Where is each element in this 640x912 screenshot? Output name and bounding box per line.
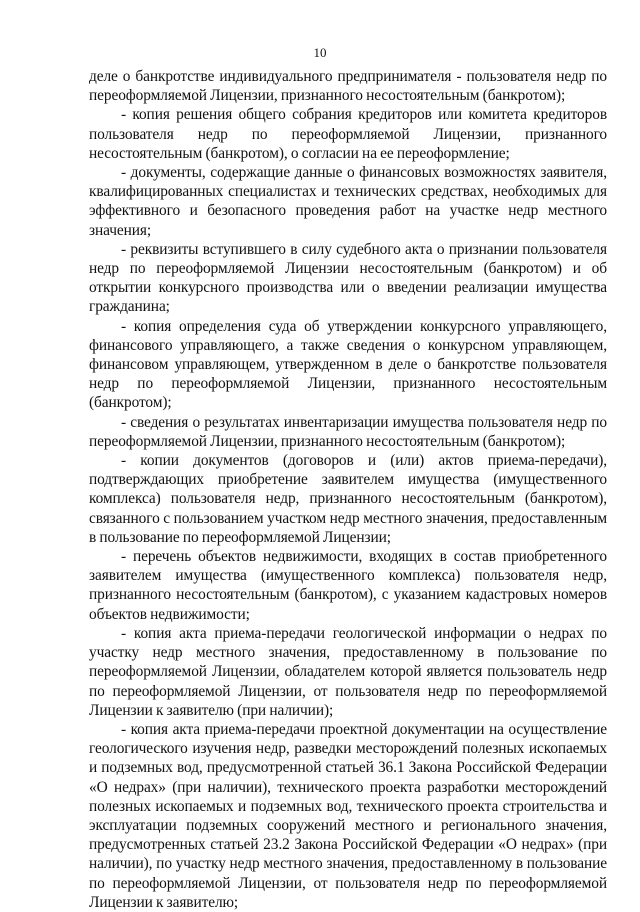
paragraph-creditors-decision: - копия решения общего собрания кредиторов или комитета кредиторов пользователя недр по переоформляемой Лицензии, признанного несостоятельным (банкротом), о согласии на ее переоформление; xyxy=(89,106,607,162)
page-number: 10 xyxy=(313,45,327,60)
paragraph-court-act-details: - реквизиты вступившего в силу судебного акта о признании пользователя недр по переоформляемой Лицензии несостоятельным (банкротом) и об открытии конкурсного производства или о введении реализации имущества гражданина; xyxy=(89,240,607,316)
paragraph-geological-info-act: - копия акта приема-передачи геологической информации о недрах по участку недр местного значения, предоставленному в пользование по переоформляемой Лицензии, обладателем которой является пользователь недр по переоформляемой Лицензии, от пользователя недр по переоформляемой Лицензии к заявителю (при наличии); xyxy=(89,624,607,719)
paragraph-continuation: деле о банкротстве индивидуального предпринимателя - пользователя недр по переоформляемой Лицензии, признанного несостоятельным (банкротом); xyxy=(89,68,607,105)
document-body xyxy=(89,67,607,912)
paragraph-financial-documents: - документы, содержащие данные о финансовых возможностях заявителя, квалифицированных специалистах и технических средствах, необходимых для эффективного и безопасного проведения работ на участке недр местного значения; xyxy=(89,164,607,239)
paragraph-project-documentation-act: - копия акта приема-передачи проектной документации на осуществление геологического изучения недр, разведки месторождений полезных ископаемых и подземных вод, предусмотренной статьей 36.1 Закона Российской Федерации «О недрах» (при наличии), технического проекта разработки месторождений полезных ископаемых и подземных вод, технического проекта строительства и эксплуатации подземных сооружений местного и регионального значения, предусмотренных статьей 23.2 Закона Российской Федерации «О недрах» (при наличии), по участку недр местного значения, предоставленному в пользование по переоформляемой Лицензии, от пользователя недр по переоформляемой Лицензии к заявителю; xyxy=(89,720,607,911)
paragraph-inventory-results: - сведения о результатах инвентаризации имущества пользователя недр по переоформляемой Лицензии, признанного несостоятельным (банкротом); xyxy=(89,413,607,450)
paragraph-real-estate-list: - перечень объектов недвижимости, входящих в состав приобретенного заявителем имущества (имущественного комплекса) пользователя недр, признанного несостоятельным (банкротом), с указанием кадастровых номеров объектов недвижимости; xyxy=(89,548,607,623)
paragraph-acquisition-documents: - копии документов (договоров и (или) актов приема-передачи), подтверждающих приобретение заявителем имущества (имущественного комплекса) пользователя недр, признанного несостоятельным (банкротом), связанного с пользованием участком недр местного значения, предоставленным в пользование по переоформляемой Лицензии; xyxy=(89,452,607,546)
paragraph-court-ruling-copy: - копия определения суда об утверждении конкурсного управляющего, финансового управляющего, а также сведения о конкурсном управляющем, финансовом управляющем, утвержденном в деле о банкротстве пользователя недр по переоформляемой Лицензии, признанного несостоятельным (банкротом); xyxy=(89,317,607,412)
